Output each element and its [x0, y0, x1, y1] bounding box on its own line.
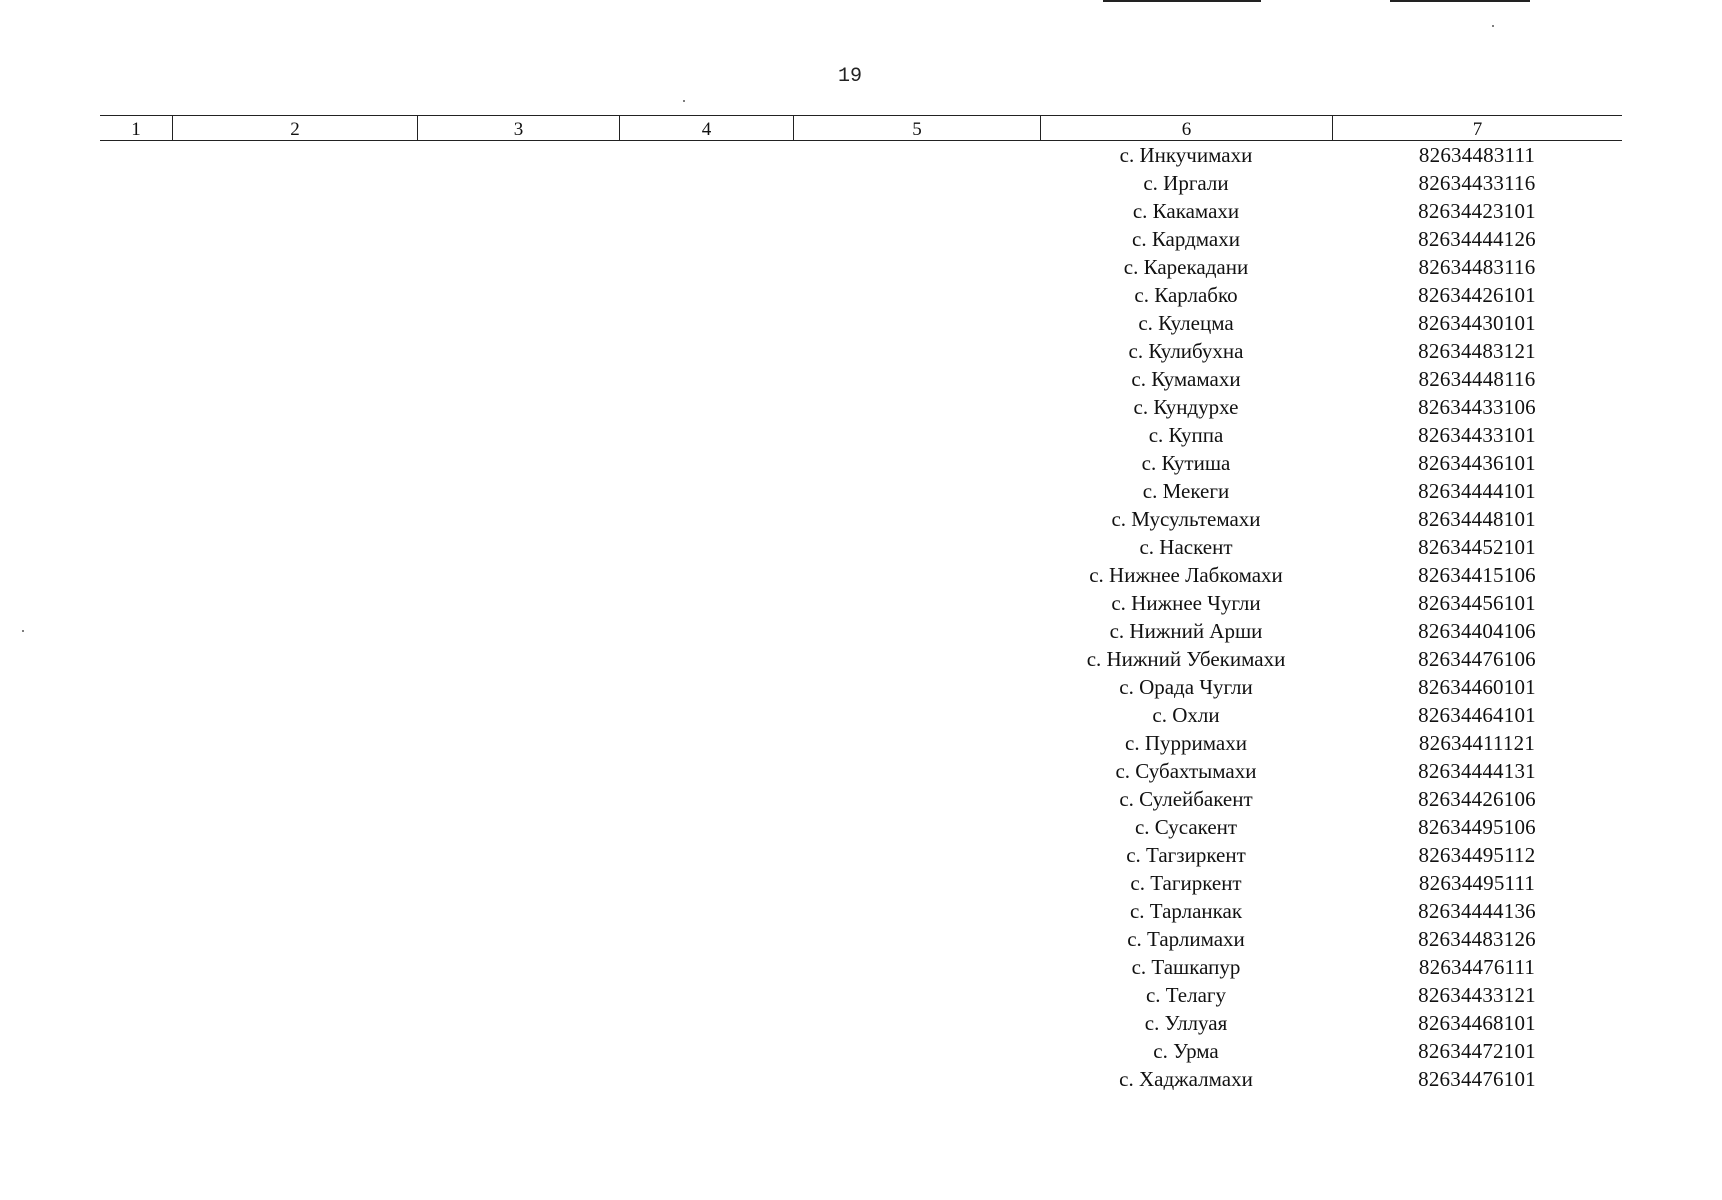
okato-code: 82634464101 — [1418, 703, 1536, 727]
table-row — [1040, 729, 1622, 757]
settlement-name: с. Субахтымахи — [1115, 759, 1257, 783]
settlement-name: с. Урма — [1153, 1039, 1219, 1063]
okato-code: 82634483126 — [1418, 927, 1536, 951]
okato-code: 82634495111 — [1418, 871, 1536, 895]
settlement-name: с. Кулибухна — [1128, 339, 1244, 363]
okato-code: 82634468101 — [1418, 1011, 1536, 1035]
table-row — [1040, 953, 1622, 981]
settlement-name: с. Тарланкак — [1129, 899, 1243, 923]
table-row — [1040, 365, 1622, 393]
settlement-name: с. Кундурхе — [1133, 395, 1239, 419]
table-row — [1040, 925, 1622, 953]
okato-code: 82634444126 — [1418, 227, 1536, 251]
settlement-name: с. Инкучимахи — [1119, 143, 1253, 167]
page-number: 19 — [837, 65, 862, 88]
settlement-name: с. Тагиркент — [1130, 871, 1242, 895]
table-row — [1040, 449, 1622, 477]
table-row — [1040, 505, 1622, 533]
okato-code: 82634415106 — [1418, 563, 1536, 587]
scan-speck — [1492, 25, 1494, 27]
okato-code: 82634433116 — [1418, 171, 1536, 195]
settlement-name: с. Сулейбакент — [1119, 787, 1253, 811]
settlement-name: с. Нижний Убекимахи — [1086, 647, 1286, 671]
settlement-name: с. Карекадани — [1123, 255, 1249, 279]
okato-code: 82634495106 — [1418, 815, 1536, 839]
table-row — [1040, 869, 1622, 897]
scan-speck — [22, 630, 24, 632]
table-row — [1040, 757, 1622, 785]
settlement-name: с. Нижнее Чугли — [1111, 591, 1261, 615]
table-row — [1040, 1065, 1622, 1093]
okato-code: 82634404106 — [1418, 619, 1536, 643]
settlement-name: с. Орада Чугли — [1119, 675, 1253, 699]
table-row — [1040, 701, 1622, 729]
okato-code: 82634476111 — [1418, 955, 1536, 979]
settlement-name: с. Ташкапур — [1131, 955, 1241, 979]
settlement-name: с. Уллуая — [1144, 1011, 1228, 1035]
table-row — [1040, 785, 1622, 813]
okato-code: 82634476101 — [1418, 1067, 1536, 1091]
table-row — [1040, 813, 1622, 841]
settlement-name: с. Мусультемахи — [1111, 507, 1261, 531]
settlement-name: с. Куппа — [1148, 423, 1224, 447]
settlement-name: с. Сусакент — [1134, 815, 1238, 839]
table-row — [1040, 617, 1622, 645]
okato-code: 82634433106 — [1418, 395, 1536, 419]
settlement-name: с. Иргали — [1143, 171, 1229, 195]
settlement-name: с. Наскент — [1139, 535, 1233, 559]
settlement-name: с. Пурримахи — [1125, 731, 1247, 755]
okato-code: 82634426106 — [1418, 787, 1536, 811]
header-cell-1: 1 — [131, 119, 141, 140]
okato-code: 82634495112 — [1418, 843, 1536, 867]
okato-code: 82634426101 — [1418, 283, 1536, 307]
table-row — [1040, 533, 1622, 561]
table-row — [1040, 281, 1622, 309]
settlement-name: с. Тагзиркент — [1126, 843, 1246, 867]
table-row — [1040, 589, 1622, 617]
settlement-name: с. Телагу — [1145, 983, 1227, 1007]
table-row — [1040, 981, 1622, 1009]
table-row — [1040, 309, 1622, 337]
okato-code: 82634411121 — [1418, 731, 1536, 755]
table-row — [1040, 141, 1622, 169]
settlement-name: с. Какамахи — [1132, 199, 1240, 223]
okato-code: 82634433121 — [1418, 983, 1536, 1007]
okato-code: 82634483116 — [1418, 255, 1536, 279]
table-row — [1040, 477, 1622, 505]
scan-speck — [683, 100, 685, 102]
settlement-name: с. Нижнее Лабкомахи — [1089, 563, 1283, 587]
table-row — [1040, 421, 1622, 449]
table-row — [1040, 673, 1622, 701]
table-row — [1040, 253, 1622, 281]
settlement-name: с. Охли — [1152, 703, 1220, 727]
okato-code: 82634456101 — [1418, 591, 1536, 615]
settlement-name: с. Тарлимахи — [1127, 927, 1245, 951]
okato-code: 82634476106 — [1418, 647, 1536, 671]
okato-code: 82634452101 — [1418, 535, 1536, 559]
table-row — [1040, 897, 1622, 925]
settlement-name: с. Кумамахи — [1131, 367, 1241, 391]
table-row — [1040, 645, 1622, 673]
okato-code: 82634436101 — [1418, 451, 1536, 475]
okato-code: 82634483121 — [1418, 339, 1536, 363]
scan-artifact-line — [1390, 0, 1530, 2]
header-cell-2: 2 — [172, 116, 417, 140]
table-row — [1040, 841, 1622, 869]
settlement-name: с. Карлабко — [1134, 283, 1238, 307]
settlement-name: с. Мекеги — [1142, 479, 1230, 503]
okato-code: 82634444131 — [1418, 759, 1536, 783]
table-row — [1040, 561, 1622, 589]
settlement-name: с. Кардмахи — [1132, 227, 1240, 251]
header-cell-7: 7 — [1332, 116, 1622, 140]
table-row — [1040, 337, 1622, 365]
okato-code: 82634483111 — [1418, 143, 1536, 167]
okato-code: 82634423101 — [1418, 199, 1536, 223]
table-row — [1040, 197, 1622, 225]
table-row — [1040, 1009, 1622, 1037]
settlement-name: с. Нижний Арши — [1109, 619, 1263, 643]
header-cell-5: 5 — [793, 116, 1040, 140]
okato-code: 82634433101 — [1418, 423, 1536, 447]
table-row — [1040, 1037, 1622, 1065]
okato-code: 82634444136 — [1418, 899, 1536, 923]
okato-code: 82634444101 — [1418, 479, 1536, 503]
table-row — [1040, 225, 1622, 253]
scan-artifact-line — [1103, 0, 1261, 2]
header-cell-6: 6 — [1040, 116, 1332, 140]
settlement-name: с. Хаджалмахи — [1119, 1067, 1253, 1091]
okato-code: 82634430101 — [1418, 311, 1536, 335]
header-cell-4: 4 — [619, 116, 793, 140]
table-body — [1040, 141, 1622, 1093]
table-row — [1040, 393, 1622, 421]
okato-code: 82634460101 — [1418, 675, 1536, 699]
okato-code: 82634448116 — [1418, 367, 1536, 391]
table-row — [1040, 169, 1622, 197]
okato-code: 82634448101 — [1418, 507, 1536, 531]
settlement-name: с. Кутиша — [1141, 451, 1231, 475]
table-header — [100, 115, 1622, 141]
settlement-name: с. Кулецма — [1138, 311, 1234, 335]
header-cell-3: 3 — [417, 116, 619, 140]
okato-code: 82634472101 — [1418, 1039, 1536, 1063]
